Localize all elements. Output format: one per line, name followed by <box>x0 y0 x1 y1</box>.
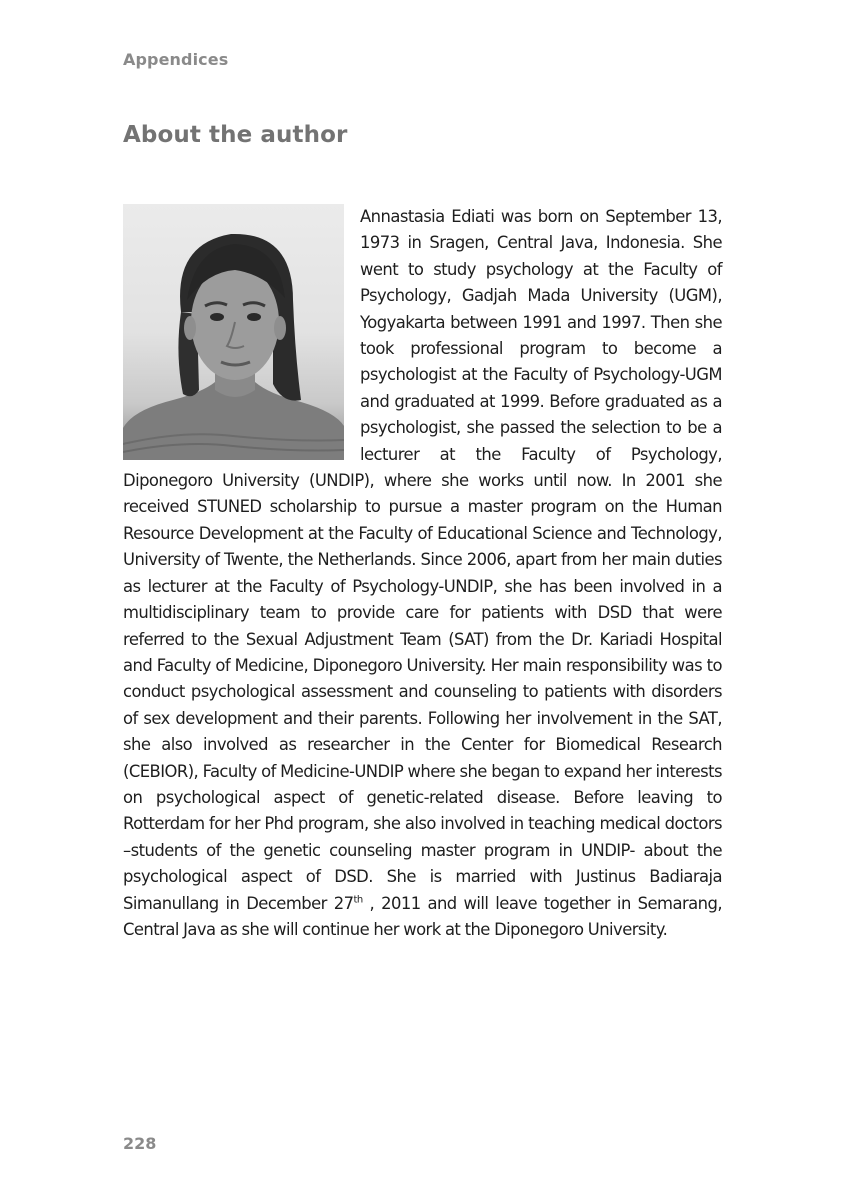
running-head: Appendices <box>123 50 229 69</box>
biography-text: Annastasia Ediati was born on September 13, 1973 in Sragen, Central Java, Indonesia. She went to study psychology at the Faculty of Psychology, Gadjah Mada University (UGM), Yogyakarta between 1991 and 1997. Then she took professional program to become a psychologist at the Faculty of Psychology-UGM and graduated at 1999. Before graduated as a psychologist, she passed the selection to be a lecturer at the Faculty of Psychology, Diponegoro University (UNDIP), where she works until now. In 2001 she received STUNED scholarship to pursue a master program on the Human Resource Development at the Faculty of Educational Science and Technology, University of Twente, the Netherlands. Since 2006, apart from her main duties as lecturer at the Faculty of Psychology-UNDIP, she has been involved in a multidisciplinary team to provide care for patients with DSD that were referred to the Sexual Adjustment Team (SAT) from the Dr. Kariadi Hospital and Faculty of Medicine, Diponegoro University. Her main responsibility was to conduct psychological assessment and counseling to patients with disorders of sex development and their parents. Following her involvement in the SAT, she also involved as researcher in the Center for Biomedical Research (CEBIOR), Faculty of Medicine-UNDIP where she began to expand her interests on psychological aspect of genetic-related disease. Before leaving to Rotterdam for her Phd program, she also involved in teaching medical doctors –students of the genetic counseling master program in UNDIP- about the psychological aspect of DSD. She is married with Justinus Badiaraja Simanullang in December 27 <box>123 207 722 913</box>
author-biography <box>123 204 722 943</box>
author-portrait <box>123 204 344 460</box>
author-portrait-drawing <box>123 204 344 460</box>
page-number: 228 <box>123 1134 157 1153</box>
section-title: About the author <box>123 122 348 148</box>
ordinal-suffix: th <box>353 894 363 906</box>
biography-text-end: , 2011 and will leave together in Semarang, Central Java as she will continue her work at the Diponegoro University. <box>123 893 722 939</box>
